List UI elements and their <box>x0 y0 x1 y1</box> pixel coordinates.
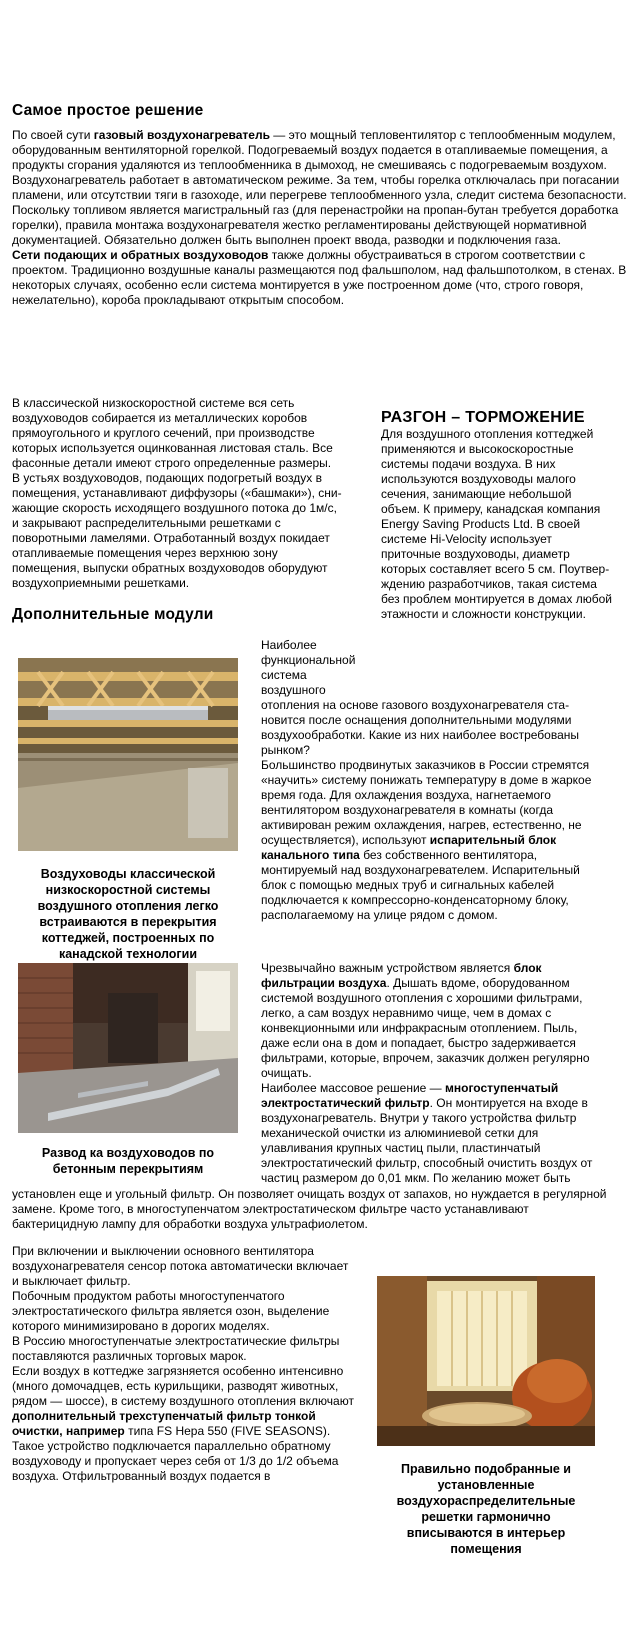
caption-interior: Правильно подобранные и установленные воздухораспределительные решетки гармонично вписываются в интерьер помещения <box>396 1462 576 1556</box>
paragraph-filtration: Чрезвычайно важным устройством является блок фильтрации воздуха. Дышать вдоме, оборудованном системой воздушного отопления с хорошими фильтрами, легко, а сам воздух неравнимо чище, чем в домах с конвекционными или инфракрасным отоплением. Пыль, даже если она в дом и попадает, быстро задерживается фильтрами, которые, впрочем, заказчик должен регулярно очищать. <box>261 961 590 1080</box>
photo-ceiling-ducts <box>18 658 238 851</box>
paragraph-low-speed-system: В классической низкоскоростной системе вся сеть воздуховодов собирается из металлических коробов прямоугольного и круглого сечений, при производстве которых используется оцинкованная листовая сталь. Все фасонные детали имеют строго определенные размеры. <box>12 396 333 470</box>
intro-text-block <box>12 128 632 308</box>
photo-floor-ducts <box>18 963 238 1133</box>
intro-line: воздушного <box>261 683 326 697</box>
caption-floor-ducts: Развод ка воздуховодов по бетонным перекрытиям <box>41 1146 215 1176</box>
sidebar-text: Для воздушного отопления коттеджей применяются и высокоскоростные системы подачи воздуха. В них используются воздуховоды малого сечения, занимающие небольшой объем. К примеру, канадская компания Energy Saving Products Ltd. В своей системе Hi-Velocity использует приточные воздуховоды, диаметр которых составляет всего 5 см. Поутвер-ждению разработчиков, такая система без проблем монтируется в домах любой этажности и сложности конструкции. <box>381 427 612 621</box>
section-title-additional-modules: Дополнительные модули <box>12 606 214 623</box>
modules-text-block <box>261 698 601 923</box>
paragraph-fuel: Поскольку топливом является магистральный газ (для перенастройки на пропан-бутан требуется доработка горелки), правила монтажа воздухонагревателя жестко регламентированы действующей нормативной документацией. Обязательно должен быть выполнен проект ввода, разводки и подключения газа. <box>12 203 619 247</box>
paragraph-duct-networks: Сети подающих и обратных воздуховодов также должны обустраиваться в строгом соответствии с проектом. Традиционно воздушные каналы размещаются под фальшполом, над фальшпотолком, в стенах. В некоторых случаях, особенно если система монтируется в уже построенном доме (что, строго говоря, нежелательно), короба прокладывают открытым способом. <box>12 248 627 307</box>
paragraph-flow-sensor: При включении и выключении основного вентилятора воздухонагревателя сенсор потока автоматически включает и выключает фильтр. <box>12 1244 349 1288</box>
intro-line: система <box>261 668 307 682</box>
paragraph-fine-filter: Если воздух в коттедже загрязняется особенно интенсивно (много домочадцев, есть курильщики, разводят животных, рядом — шоссе), в систему воздушного отопления включают дополнительный трехступенчатый фильтр тонкой очистки, например типа FS Hepa 550 (FIVE SEASONS). Такое устройство подключается параллельно обратному воздуховоду и пропускает через себя от 1/3 до 1/2 объема воздуха. Отфильтрованный воздух подается в <box>12 1364 354 1483</box>
paragraph-cooling: Большинство продвинутых заказчиков в России стремятся «научить» систему понижать температуру в доме в жаркое время года. Для охлаждения воздуха, нагнетаемого вентилятором воздухонагревателя в комнаты (когда активирован режим охлаждения, нагрев, естественно, не осуществляется), используют испарительный блок канального типа без собственного вентилятора, монтируемый над воздухонагревателем. Испарительный блок с помощью медных труб и сигнальных кабелей подключается к компрессорно-конденсаторному блоку, располагаемому на улице рядом с домом. <box>261 758 592 922</box>
intro-narrow-lines <box>261 638 361 698</box>
paragraph-brands: В Россию многоступенчатые электростатические фильтры поставляются различных торговых марок. <box>12 1334 340 1363</box>
intro-line: функциональной <box>261 653 356 667</box>
paragraph-carbon-filter: установлен еще и угольный фильтр. Он позволяет очищать воздух от запахов, но нуждается в регулярной замене. Кроме того, в многоступенчатом электростатическом фильтре часто устанавливают бактерицидную лампу для обработки воздуха ультрафиолетом. <box>12 1187 607 1231</box>
paragraph-diffusers: В устьях воздуховодов, подающих подогретый воздух в помещения, устанавливают диффузоры («башмаки»), сни-жающие скорость исходящего воздушного потока до 1м/с, и закрывают распределительными решетками с поворотными ламелями. Отработанный воздух покидает отапливаемые помещения через верхнюю зону помещения, выпуски обратных воздуховодов оборудуют воздухоприемными решетками. <box>12 471 342 590</box>
paragraph-ozone: Побочным продуктом работы многоступенчатого электростатического фильтра является озон, выделение которого минимизировано в дорогих моделях. <box>12 1289 330 1333</box>
photo-interior <box>377 1276 595 1446</box>
paragraph-automatic-mode: Воздухонагреватель работает в автоматическом режиме. За тем, чтобы горелка отключалась при погасании пламени, или отсутствии тяги в газоходе, или перегреве теплообменного узла, следит система безопасности. <box>12 173 627 202</box>
sidebar-box <box>381 409 613 622</box>
bottom-left-text <box>12 1244 357 1484</box>
paragraph-electrostatic: Наиболее массовое решение — многоступенчатый электростатический фильтр. Он монтируется на входе в воздухонагреватель. Внутри у такого устройства фильтр механической очистки из алюминиевой сетки для улавливания крупных частиц пыли, пластинчатый электростатический фильтр, способный очистить воздух от частиц размером до 0,01 мкм. По желанию может быть <box>261 1081 593 1185</box>
intro-line: Наиболее <box>261 638 317 652</box>
sidebar-title: РАЗГОН – ТОРМОЖЕНИЕ <box>381 409 585 426</box>
filters-text-block <box>261 961 604 1186</box>
section-title-simple-solution: Самое простое решение <box>12 102 204 119</box>
left-column-text <box>12 396 345 591</box>
caption-ceiling-ducts: Воздуховоды классической низкоскоростной системы воздушного отопления легко встраиваются в перекрытия коттеджей, построенных по канадской технологии <box>37 867 219 961</box>
paragraph-gas-heater: По своей сути газовый воздухонагреватель — это мощный тепловентилятор с теплообменным модулем, оборудованным вентиляторной горелкой. Подогреваемый воздух подается в отапливаемые помещения, а продукты сгорания удаляются из теплообменника в дымоход, не смешиваясь с подогреваемым воздухом. <box>12 128 616 172</box>
paragraph-modules-intro: отопления на основе газового воздухонагревателя ста-новится после оснащения дополнительными модулями воздухообработки. Какие из них наиболее востребованы рынком? <box>261 698 579 757</box>
